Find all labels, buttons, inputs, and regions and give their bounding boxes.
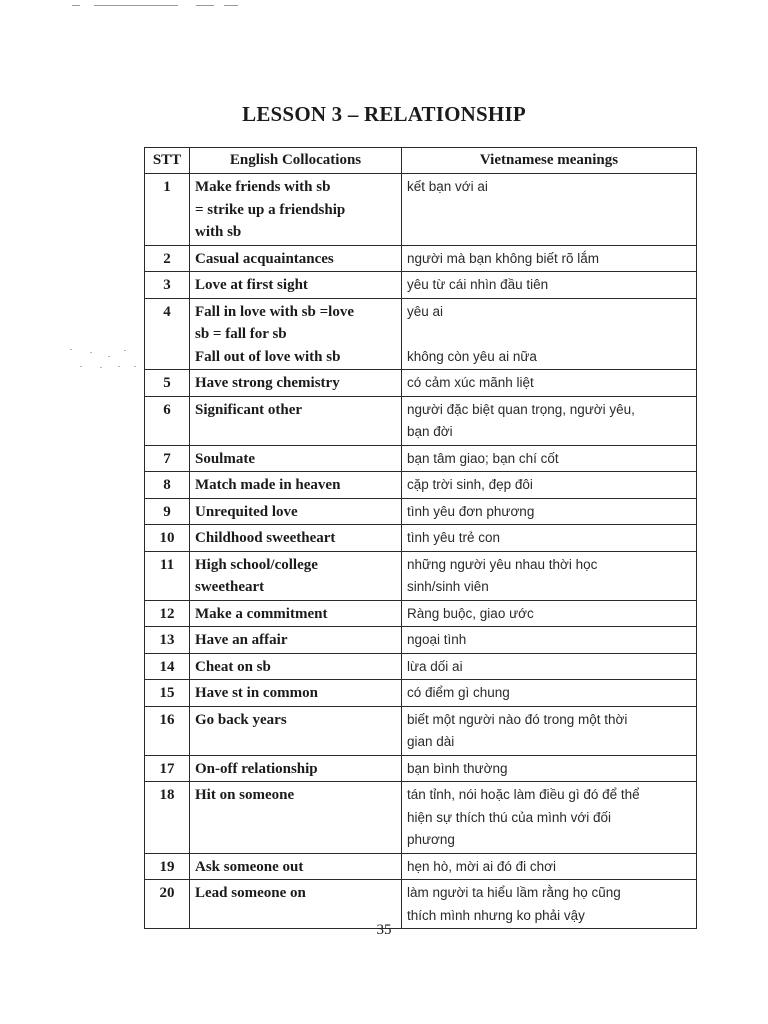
- row-number: 3: [145, 272, 190, 299]
- row-number: 17: [145, 755, 190, 782]
- table-row: [145, 706, 697, 755]
- row-number: 9: [145, 498, 190, 525]
- vietnamese-line: yêu từ cái nhìn đầu tiên: [407, 277, 549, 292]
- row-number: 4: [145, 298, 190, 370]
- english-line: Make friends with sb: [195, 179, 331, 195]
- vietnamese-line: bạn đời: [407, 424, 453, 439]
- vietnamese-line: ngoại tình: [407, 632, 467, 647]
- table-row: [145, 551, 697, 600]
- english-collocation: [190, 370, 402, 397]
- english-line: Unrequited love: [195, 503, 298, 520]
- vietnamese-line: không còn yêu ai nữa: [407, 348, 537, 364]
- english-collocation: [190, 627, 402, 654]
- table-body: [145, 174, 697, 929]
- english-line: Soulmate: [195, 450, 255, 467]
- vietnamese-meaning: [402, 498, 697, 525]
- english-collocation: [190, 472, 402, 499]
- vietnamese-line: Ràng buộc, giao ước: [407, 605, 534, 621]
- scan-artifact-line: [224, 5, 238, 6]
- vietnamese-meaning: [402, 706, 697, 755]
- row-number: 13: [145, 627, 190, 654]
- vietnamese-line: kết bạn với ai: [407, 179, 488, 194]
- english-line: Have strong chemistry: [195, 375, 340, 391]
- row-number: 16: [145, 706, 190, 755]
- table-row: [145, 525, 697, 552]
- english-line: Have an affair: [195, 632, 288, 648]
- english-line: Fall out of love with sb: [195, 348, 341, 365]
- english-collocation: [190, 706, 402, 755]
- vietnamese-line: những người yêu nhau thời học: [407, 556, 598, 572]
- vietnamese-meaning: [402, 755, 697, 782]
- vietnamese-line: bạn bình thường: [407, 760, 508, 776]
- vietnamese-meaning: [402, 853, 697, 880]
- vietnamese-line: tình yêu đơn phương: [407, 503, 535, 519]
- english-line: Hit on someone: [195, 787, 295, 803]
- english-line: Go back years: [195, 711, 287, 728]
- table-row: [145, 272, 697, 299]
- vietnamese-line: sinh/sinh viên: [407, 579, 489, 594]
- scan-speck: [134, 366, 136, 367]
- vietnamese-line: làm người ta hiểu lầm rằng họ cũng: [407, 885, 621, 900]
- english-line: Love at first sight: [195, 277, 308, 293]
- english-collocation: [190, 680, 402, 707]
- english-collocation: [190, 396, 402, 445]
- row-number: 6: [145, 396, 190, 445]
- vietnamese-meaning: [402, 298, 697, 370]
- vietnamese-meaning: [402, 445, 697, 472]
- vietnamese-line: thích mình nhưng ko phải vậy: [407, 907, 585, 923]
- english-line: with sb: [195, 224, 242, 240]
- english-collocation: [190, 853, 402, 880]
- table-row: [145, 370, 697, 397]
- english-collocation: [190, 245, 402, 272]
- table-row: [145, 396, 697, 445]
- row-number: 7: [145, 445, 190, 472]
- table-row: [145, 653, 697, 680]
- row-number: 5: [145, 370, 190, 397]
- english-collocation: [190, 498, 402, 525]
- table-row: [145, 498, 697, 525]
- row-number: 18: [145, 782, 190, 854]
- english-line: Ask someone out: [195, 858, 304, 875]
- scan-speck: [108, 356, 110, 357]
- table-row: [145, 680, 697, 707]
- table-row: [145, 174, 697, 246]
- table-row: [145, 853, 697, 880]
- vietnamese-meaning: [402, 472, 697, 499]
- english-collocation: [190, 653, 402, 680]
- table-row: [145, 627, 697, 654]
- english-line: On-off relationship: [195, 760, 318, 777]
- vietnamese-line: có điểm gì chung: [407, 685, 510, 700]
- scan-speck: [90, 352, 92, 353]
- vietnamese-meaning: [402, 370, 697, 397]
- table-row: [145, 472, 697, 499]
- vietnamese-line: hẹn hò, mời ai đó đi chơi: [407, 858, 557, 874]
- vietnamese-meaning: [402, 680, 697, 707]
- scan-artifact-line: [94, 5, 178, 6]
- english-line: Match made in heaven: [195, 477, 341, 493]
- vietnamese-line: cặp trời sinh, đẹp đôi: [407, 477, 533, 492]
- vietnamese-line: tán tỉnh, nói hoặc làm điều gì đó để thể: [407, 787, 640, 802]
- row-number: 8: [145, 472, 190, 499]
- vietnamese-line: phương: [407, 832, 455, 847]
- collocations-table: [144, 147, 697, 929]
- english-line: Cheat on sb: [195, 658, 271, 675]
- row-number: 15: [145, 680, 190, 707]
- row-number: 10: [145, 525, 190, 552]
- english-line: Fall in love with sb =love: [195, 303, 354, 320]
- scan-speck: [70, 349, 72, 350]
- vietnamese-line: người đặc biệt quan trọng, người yêu,: [407, 401, 635, 417]
- english-collocation: [190, 174, 402, 246]
- english-collocation: [190, 525, 402, 552]
- vietnamese-meaning: [402, 245, 697, 272]
- vietnamese-header: Vietnamese meanings: [402, 148, 697, 174]
- english-line: Significant other: [195, 401, 303, 418]
- scan-speck: [118, 366, 120, 367]
- vietnamese-meaning: [402, 653, 697, 680]
- vietnamese-line: hiện sự thích thú của mình với đối: [407, 809, 611, 825]
- english-collocation: [190, 298, 402, 370]
- vietnamese-line: tình yêu trẻ con: [407, 530, 501, 545]
- english-line: Make a commitment: [195, 605, 328, 622]
- table-row: [145, 755, 697, 782]
- row-number: 14: [145, 653, 190, 680]
- scan-artifact-line: [196, 5, 214, 6]
- row-number: 11: [145, 551, 190, 600]
- scan-speck: [100, 367, 102, 368]
- english-line: Lead someone on: [195, 885, 306, 901]
- vietnamese-line: có cảm xúc mãnh liệt: [407, 375, 534, 390]
- lesson-title: LESSON 3 – RELATIONSHIP: [242, 102, 526, 127]
- vietnamese-meaning: [402, 600, 697, 627]
- english-collocation: [190, 445, 402, 472]
- vietnamese-meaning: [402, 272, 697, 299]
- vietnamese-line: lừa dối ai: [407, 658, 463, 674]
- scan-speck: [80, 366, 82, 367]
- vietnamese-meaning: [402, 782, 697, 854]
- english-collocation: [190, 782, 402, 854]
- vietnamese-meaning: [402, 174, 697, 246]
- vietnamese-line: bạn tâm giao; bạn chí cốt: [407, 450, 559, 466]
- table-row: [145, 445, 697, 472]
- vietnamese-line: biết một người nào đó trong một thời: [407, 711, 628, 727]
- english-line: Have st in common: [195, 685, 318, 701]
- table-row: [145, 245, 697, 272]
- english-header: English Collocations: [190, 148, 402, 174]
- english-collocation: [190, 755, 402, 782]
- table-row: [145, 782, 697, 854]
- row-number: 19: [145, 853, 190, 880]
- row-number: 12: [145, 600, 190, 627]
- vietnamese-meaning: [402, 627, 697, 654]
- row-number: 2: [145, 245, 190, 272]
- row-number: 20: [145, 880, 190, 929]
- scan-speck: [124, 350, 126, 351]
- table-header-row: [145, 148, 697, 174]
- english-collocation: [190, 551, 402, 600]
- vietnamese-meaning: [402, 396, 697, 445]
- english-line: sb = fall for sb: [195, 326, 287, 342]
- scan-artifact-line: [72, 5, 80, 6]
- vietnamese-line: gian dài: [407, 734, 455, 749]
- table-row: [145, 298, 697, 370]
- english-collocation: [190, 600, 402, 627]
- english-line: Casual acquaintances: [195, 250, 334, 267]
- stt-header: STT: [145, 148, 190, 174]
- vietnamese-line: [407, 323, 691, 346]
- english-collocation: [190, 272, 402, 299]
- english-line: sweetheart: [195, 579, 265, 595]
- vietnamese-line: người mà bạn không biết rõ lắm: [407, 250, 599, 266]
- vietnamese-line: yêu ai: [407, 303, 444, 319]
- english-line: Childhood sweetheart: [195, 530, 336, 546]
- row-number: 1: [145, 174, 190, 246]
- page-number: 35: [376, 922, 392, 938]
- vietnamese-meaning: [402, 525, 697, 552]
- vietnamese-meaning: [402, 551, 697, 600]
- english-line: = strike up a friendship: [195, 201, 346, 218]
- english-line: High school/college: [195, 556, 318, 573]
- table-row: [145, 600, 697, 627]
